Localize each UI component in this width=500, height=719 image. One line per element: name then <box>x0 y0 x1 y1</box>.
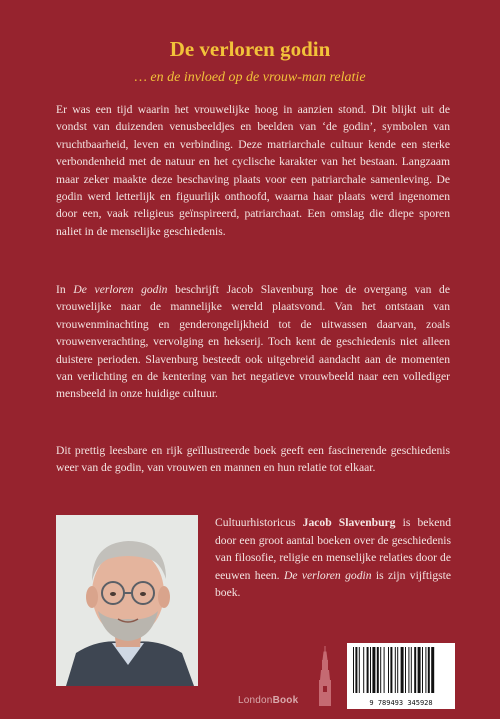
barcode-bar <box>377 647 379 693</box>
barcode-bar <box>370 647 371 693</box>
author-name: Jacob Slavenburg <box>302 516 396 529</box>
bio-suffix: is zijn vijftigste boek. <box>215 568 451 600</box>
isbn-barcode <box>347 643 455 709</box>
publisher-logo <box>238 695 298 706</box>
publisher-name-light: London <box>238 695 273 706</box>
blurb-paragraph-3: Dit prettig leesbare en rijk geïllustreerde boek geeft een fascinerende geschiedenis weer van de godin, van vrouwen en mannen en hun relatie tot elkaar. <box>56 444 450 475</box>
barcode-bars <box>347 647 455 703</box>
barcode-bar <box>388 647 389 693</box>
barcode-bar <box>384 647 385 693</box>
barcode-bar <box>397 647 398 693</box>
barcode-bar <box>405 647 406 693</box>
bio-book-title: De verloren godin <box>283 568 372 582</box>
barcode-bar <box>401 647 404 693</box>
blurb-paragraph-2 <box>56 281 450 403</box>
book-subtitle: … en de invloed op de vrouw-man relatie <box>134 70 366 85</box>
paragraph-prefix: In <box>56 283 74 296</box>
bio-text: is bekend door een groot aantal boeken over de geschiedenis van filosofie, religie en menselijke relaties door de eeuwen heen. <box>215 516 451 582</box>
barcode-bar <box>380 647 381 693</box>
author-bio <box>215 514 451 602</box>
barcode-bar <box>363 647 364 693</box>
book-title: De verloren godin <box>169 37 331 61</box>
barcode-bar <box>390 647 392 693</box>
publisher-tower-logo-icon <box>316 646 334 706</box>
book-title-inline: De verloren godin <box>73 283 168 296</box>
paragraph-text: beschrijft Jacob Slavenburg hoe de overgang van de vrouwelijke naar de mannelijke wereld plaatsvond. Van het ontstaan van vrouwenminachting en genderongelijkheid tot de uitwassen daarvan, zoals vrouwenverachting, vervolging en hekserij. Toch kent de geschiedenis niet alleen duistere perioden. Slavenburg besteedt ook uitgebreid aandacht aan de momenten van verlichting en de kentering van het negatieve vrouwbeeld naar een vollediger mensbeeld in onze huidige cultuur. <box>56 283 450 401</box>
author-photo <box>56 515 198 686</box>
barcode-bar <box>428 647 430 693</box>
barcode-bar <box>359 647 360 693</box>
author-portrait-image <box>56 515 198 686</box>
barcode-bar <box>367 647 369 693</box>
barcode-bar <box>408 647 409 693</box>
blurb-paragraph-1: Er was een tijd waarin het vrouwelijke hoog in aanzien stond. Dit blijkt uit de vondst van duizenden venusbeeldjes en beelden van ‘de godin’, symbolen van vruchtbaarheid, leven en verbinding. Deze matriarchale cultuur kende een sterke verbondenheid met de natuur en het cyclische karakter van het bestaan. Langzaam maar zeker maakte deze beschaving plaats voor een patriarchale samenleving. De godin werd letterlijk en figuurlijk onthoofd, waarna haar plaats werd ingenomen door een, vaak religieus geïnspireerd, patriarchaat. Een omslag die diepe sporen naliet in de menselijke geschiedenis. <box>56 103 450 238</box>
barcode-bar <box>418 647 421 693</box>
barcode-bar <box>355 647 357 693</box>
barcode-bar <box>411 647 412 693</box>
barcode-bar <box>353 647 354 693</box>
barcode-digits: 9 789493 345928 <box>369 699 433 707</box>
bio-prefix: Cultuurhistoricus <box>215 516 303 529</box>
barcode-bar <box>414 647 416 693</box>
barcode-bar <box>395 647 396 693</box>
barcode-bar <box>372 647 375 693</box>
barcode-bar <box>425 647 426 693</box>
publisher-name-bold: Book <box>272 695 299 706</box>
barcode-bar <box>422 647 423 693</box>
barcode-bar <box>431 647 434 693</box>
